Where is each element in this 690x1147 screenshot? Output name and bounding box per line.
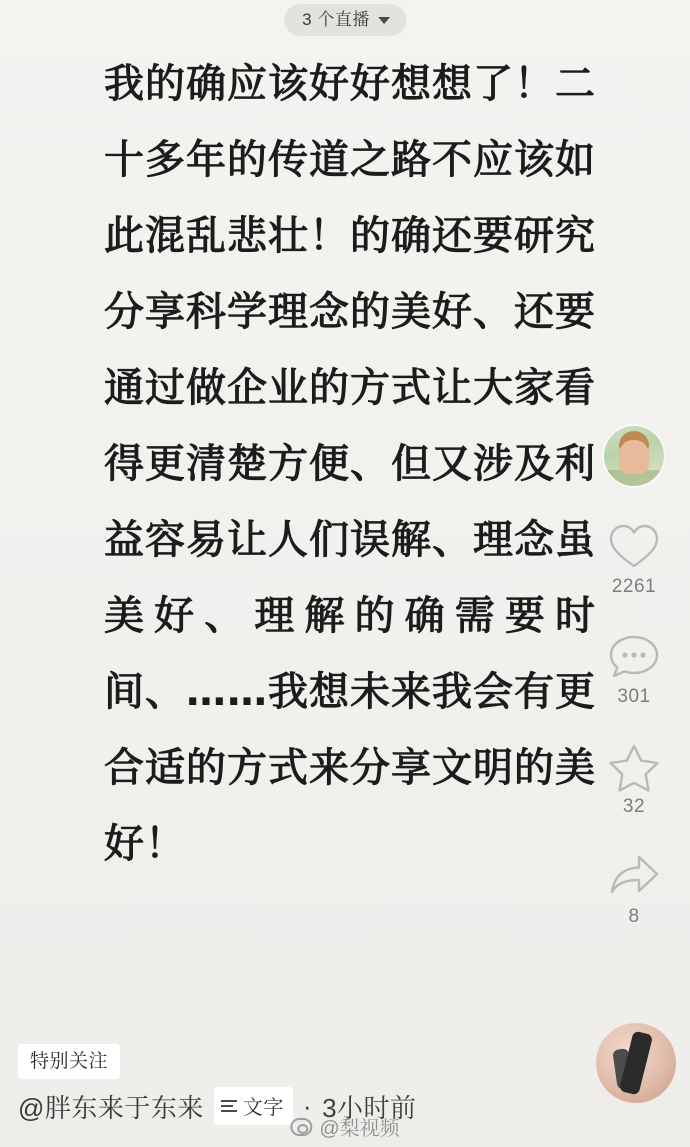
author-handle[interactable]: @胖东来于东来 — [18, 1092, 204, 1123]
action-rail — [592, 424, 676, 928]
comment-count: 301 — [617, 686, 651, 707]
content-type-label: 文字 — [242, 1097, 284, 1119]
live-count-pill[interactable] — [284, 4, 406, 36]
meta-separator: · — [302, 1090, 313, 1121]
content-type-tag[interactable] — [214, 1087, 293, 1125]
live-count-label: 3 个直播 — [302, 10, 370, 29]
heart-icon — [606, 522, 662, 572]
share-count: 8 — [628, 906, 640, 927]
text-lines-icon — [221, 1100, 237, 1112]
share-arrow-icon — [606, 852, 662, 902]
avatar-figure — [619, 440, 649, 474]
weibo-logo-icon — [290, 1118, 312, 1136]
comment-button[interactable] — [592, 632, 676, 708]
post-time: 3小时前 — [322, 1092, 417, 1123]
favorite-count: 32 — [622, 796, 646, 817]
like-count: 2261 — [611, 576, 657, 597]
special-follow-badge[interactable]: 特别关注 — [18, 1044, 120, 1079]
poster-text: 我的确应该好好想想了！二十多年的传道之路不应该如此混乱悲壮！的确还要研究分享科学理念的美好、还要通过做企业的方式让大家看得更清楚方便、但又涉及利益容易让人们误解、理念虽美好、理解的确需要时间、……我想未来我会有更合适的方式来分享文明的美好！ — [104, 61, 596, 867]
chevron-down-icon — [378, 17, 390, 24]
watermark — [290, 1112, 399, 1141]
share-button[interactable] — [592, 852, 676, 928]
author-avatar[interactable] — [602, 424, 666, 488]
next-video-thumbnail[interactable] — [596, 1023, 676, 1103]
star-icon — [606, 742, 662, 792]
watermark-label: @梨视频 — [319, 1118, 400, 1140]
like-button[interactable] — [592, 522, 676, 598]
comment-bubble-icon — [606, 632, 662, 682]
favorite-button[interactable] — [592, 742, 676, 818]
